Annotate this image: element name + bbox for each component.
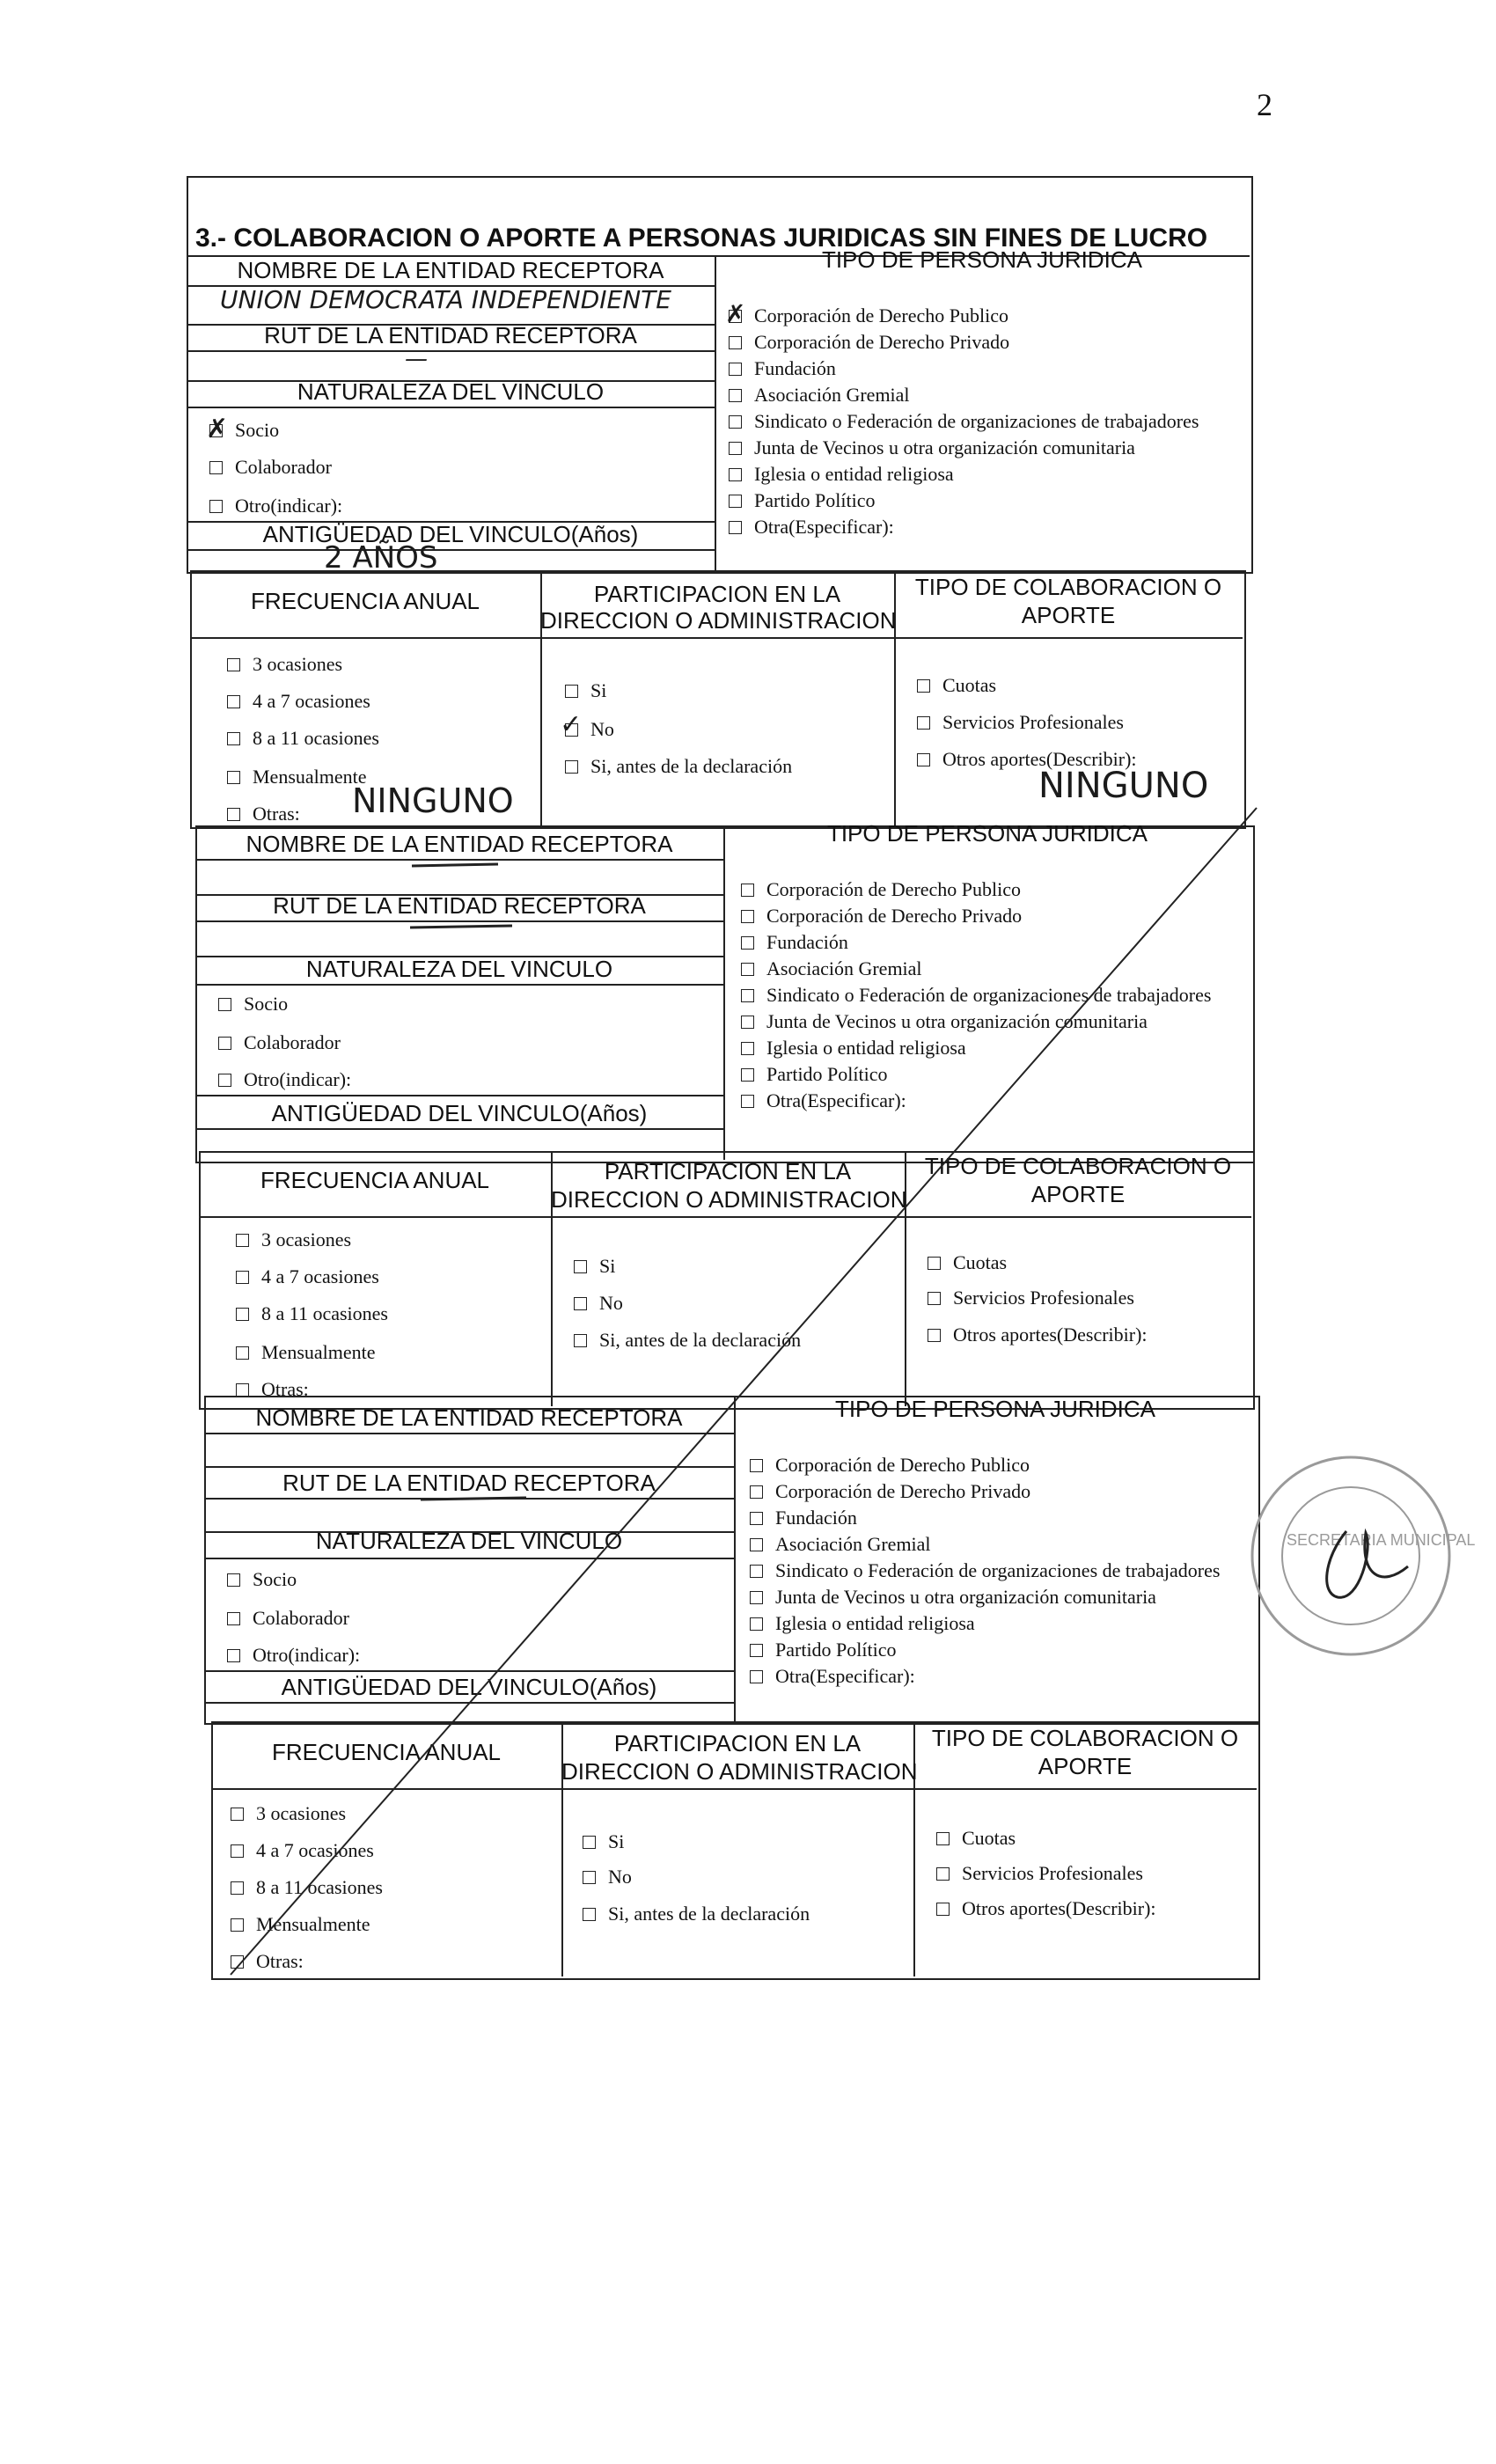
tipo-persona-option[interactable]: Fundación <box>729 357 836 380</box>
tipo-persona-option[interactable]: Otra(Especificar): <box>741 1089 906 1112</box>
colaboracion-option[interactable]: Cuotas <box>928 1251 1007 1274</box>
participacion-option[interactable]: Si <box>583 1830 624 1853</box>
frecuencia-option[interactable]: Mensualmente <box>231 1913 370 1936</box>
header-naturaleza: NATURALEZA DEL VINCULO <box>315 1528 623 1554</box>
dash-mark <box>410 926 512 928</box>
header-frecuencia: FRECUENCIA ANUAL <box>250 588 480 614</box>
tipo-persona-option[interactable]: Corporación de Derecho Publico <box>741 878 1021 901</box>
participacion-option[interactable]: Si <box>574 1255 615 1278</box>
tipo-persona-option[interactable]: Junta de Vecinos u otra organización comunitaria <box>750 1586 1156 1609</box>
frecuencia-option[interactable]: Otras: <box>236 1378 309 1401</box>
dash-mark <box>421 1498 526 1500</box>
vinculo-option[interactable]: Otro(indicar): <box>227 1644 360 1667</box>
participacion-option[interactable]: Si, antes de la declaración <box>574 1329 801 1352</box>
tipo-persona-option[interactable]: Fundación <box>750 1507 857 1529</box>
frecuencia-option[interactable]: 3 ocasiones <box>227 653 342 676</box>
stamp-text: SECRETARIA MUNICIPAL <box>1287 1531 1476 1549</box>
tipo-persona-option[interactable]: Corporación de Derecho Privado <box>729 331 1009 354</box>
header-tipo-persona: TIPO DE PERSONA JURIDICA <box>834 1396 1156 1422</box>
handwritten-rut: — <box>405 346 428 372</box>
tipo-persona-option[interactable]: Corporación de Derecho Privado <box>741 905 1022 928</box>
header-nombre-entidad: NOMBRE DE LA ENTIDAD RECEPTORA <box>237 257 664 283</box>
header-antiguedad: ANTIGÜEDAD DEL VINCULO(Años) <box>262 521 639 547</box>
frecuencia-option[interactable]: Otras: <box>231 1950 304 1973</box>
colaboracion-option[interactable]: Servicios Profesionales <box>936 1862 1143 1885</box>
header-participacion: PARTICIPACION EN LA <box>604 1158 852 1184</box>
tipo-persona-option[interactable]: Otra(Especificar): <box>750 1665 915 1688</box>
header-antiguedad: ANTIGÜEDAD DEL VINCULO(Años) <box>281 1674 657 1700</box>
colaboracion-option[interactable]: Cuotas <box>917 674 996 697</box>
header-tipo-colaboracion: TIPO DE COLABORACION O <box>924 1153 1232 1179</box>
tipo-persona-option[interactable]: Corporación de Derecho Privado <box>750 1480 1030 1503</box>
strike-through-line <box>231 808 1257 1975</box>
tipo-persona-option[interactable]: Asociación Gremial <box>750 1533 931 1556</box>
page-number: 2 <box>1257 87 1272 122</box>
header-rut: RUT DE LA ENTIDAD RECEPTORA <box>273 892 646 919</box>
check-mark-no: ✓ <box>560 709 583 740</box>
header-tipo-persona: TIPO DE PERSONA JURIDICA <box>821 246 1143 273</box>
frecuencia-option[interactable]: Mensualmente <box>227 766 367 788</box>
vinculo-option[interactable]: Otro(indicar): <box>209 495 342 517</box>
tipo-persona-option[interactable]: Sindicato o Federación de organizaciones de trabajadores <box>750 1559 1220 1582</box>
frecuencia-option[interactable]: 4 a 7 ocasiones <box>236 1265 379 1288</box>
frecuencia-option[interactable]: 4 a 7 ocasiones <box>227 690 370 713</box>
tipo-persona-option[interactable]: Otra(Especificar): <box>729 516 894 539</box>
header-nombre-entidad: NOMBRE DE LA ENTIDAD RECEPTORA <box>255 1404 683 1431</box>
colaboracion-option[interactable]: Cuotas <box>936 1827 1016 1850</box>
colaboracion-option[interactable]: Otros aportes(Describir): <box>936 1897 1156 1920</box>
tipo-persona-option[interactable]: Partido Político <box>729 489 876 512</box>
header-participacion-2: DIRECCION O ADMINISTRACION <box>561 1758 918 1785</box>
frecuencia-option[interactable]: Otras: <box>227 803 300 825</box>
handwritten-antiguedad: 2 AÑOS <box>324 540 438 576</box>
header-participacion-2: DIRECCION O ADMINISTRACION <box>540 607 897 634</box>
colaboracion-option[interactable]: Servicios Profesionales <box>917 711 1124 734</box>
handwritten-entity-name: UNION DEMOCRATA INDEPENDIENTE <box>220 285 671 314</box>
handwritten-frecuencia-otras: NINGUNO <box>352 781 514 820</box>
tipo-persona-option[interactable]: Iglesia o entidad religiosa <box>750 1612 975 1635</box>
participacion-option[interactable]: No <box>583 1866 632 1888</box>
header-tipo-colaboracion-2: APORTE <box>1030 1181 1126 1207</box>
tipo-persona-option[interactable]: Partido Político <box>750 1639 897 1661</box>
vinculo-option[interactable]: Colaborador <box>227 1607 349 1630</box>
municipal-stamp <box>1252 1457 1475 1654</box>
frecuencia-option[interactable]: Mensualmente <box>236 1341 376 1364</box>
tipo-persona-option[interactable]: Sindicato o Federación de organizaciones de trabajadores <box>741 984 1211 1007</box>
participacion-option[interactable]: Si, antes de la declaración <box>583 1903 810 1925</box>
header-participacion-2: DIRECCION O ADMINISTRACION <box>551 1186 907 1213</box>
colaboracion-option[interactable]: Servicios Profesionales <box>928 1287 1134 1309</box>
frecuencia-option[interactable]: 4 a 7 ocasiones <box>231 1839 374 1862</box>
handwritten-otros-aportes: NINGUNO <box>1038 766 1209 806</box>
header-frecuencia: FRECUENCIA ANUAL <box>271 1739 502 1765</box>
header-tipo-colaboracion: TIPO DE COLABORACION O <box>914 574 1222 600</box>
tipo-persona-option[interactable]: Partido Político <box>741 1063 888 1086</box>
header-rut: RUT DE LA ENTIDAD RECEPTORA <box>282 1470 656 1496</box>
vinculo-option[interactable]: Colaborador <box>218 1031 341 1054</box>
tipo-persona-option[interactable]: Asociación Gremial <box>741 957 922 980</box>
header-tipo-persona: TIPO DE PERSONA JURIDICA <box>826 820 1148 847</box>
tipo-persona-option[interactable]: Iglesia o entidad religiosa <box>741 1037 966 1060</box>
header-tipo-colaboracion-2: APORTE <box>1038 1753 1133 1779</box>
header-rut: RUT DE LA ENTIDAD RECEPTORA <box>264 322 637 348</box>
tipo-persona-option[interactable]: Sindicato o Federación de organizaciones de trabajadores <box>729 410 1199 433</box>
vinculo-option[interactable]: Otro(indicar): <box>218 1068 351 1091</box>
tipo-persona-option[interactable]: Iglesia o entidad religiosa <box>729 463 954 486</box>
tipo-persona-option[interactable]: Junta de Vecinos u otra organización comunitaria <box>741 1010 1148 1033</box>
colaboracion-option[interactable]: Otros aportes(Describir): <box>917 748 1137 771</box>
dash-mark <box>412 864 498 866</box>
header-tipo-colaboracion: TIPO DE COLABORACION O <box>931 1725 1239 1751</box>
colaboracion-option[interactable]: Otros aportes(Describir): <box>928 1324 1148 1346</box>
participacion-option[interactable]: Si <box>565 679 606 702</box>
frecuencia-option[interactable]: 3 ocasiones <box>236 1228 351 1251</box>
section-title: 3.- COLABORACION O APORTE A PERSONAS JURIDICAS SIN FINES DE LUCRO <box>195 224 1208 253</box>
check-mark-corporacion: ✗ <box>725 299 746 328</box>
frecuencia-option[interactable]: 3 ocasiones <box>231 1802 346 1825</box>
header-participacion: PARTICIPACION EN LA <box>593 581 841 607</box>
vinculo-option[interactable]: Socio <box>218 993 288 1016</box>
participacion-option[interactable]: No <box>565 718 614 741</box>
frecuencia-option[interactable]: 8 a 11 ocasiones <box>231 1876 383 1899</box>
header-frecuencia: FRECUENCIA ANUAL <box>260 1167 490 1193</box>
vinculo-option[interactable]: Socio <box>227 1568 297 1591</box>
header-participacion: PARTICIPACION EN LA <box>613 1730 862 1756</box>
check-mark-socio: ✗ <box>206 414 229 444</box>
vinculo-option[interactable]: Colaborador <box>209 456 332 479</box>
tipo-persona-option[interactable]: Fundación <box>741 931 848 954</box>
tipo-persona-option[interactable]: Asociación Gremial <box>729 384 910 407</box>
header-tipo-colaboracion-2: APORTE <box>1021 602 1116 628</box>
frecuencia-option[interactable]: 8 a 11 ocasiones <box>236 1302 388 1325</box>
header-naturaleza: NATURALEZA DEL VINCULO <box>305 956 613 982</box>
tipo-persona-option[interactable]: Corporación de Derecho Publico <box>729 304 1008 327</box>
header-nombre-entidad: NOMBRE DE LA ENTIDAD RECEPTORA <box>246 831 673 857</box>
tipo-persona-option[interactable]: Junta de Vecinos u otra organización comunitaria <box>729 436 1135 459</box>
participacion-option[interactable]: Si, antes de la declaración <box>565 755 792 778</box>
tipo-persona-option[interactable]: Corporación de Derecho Publico <box>750 1454 1030 1477</box>
frecuencia-option[interactable]: 8 a 11 ocasiones <box>227 727 379 750</box>
header-naturaleza: NATURALEZA DEL VINCULO <box>297 378 605 405</box>
vinculo-option[interactable]: Socio <box>209 419 279 442</box>
header-antiguedad: ANTIGÜEDAD DEL VINCULO(Años) <box>271 1100 648 1126</box>
participacion-option[interactable]: No <box>574 1292 623 1315</box>
